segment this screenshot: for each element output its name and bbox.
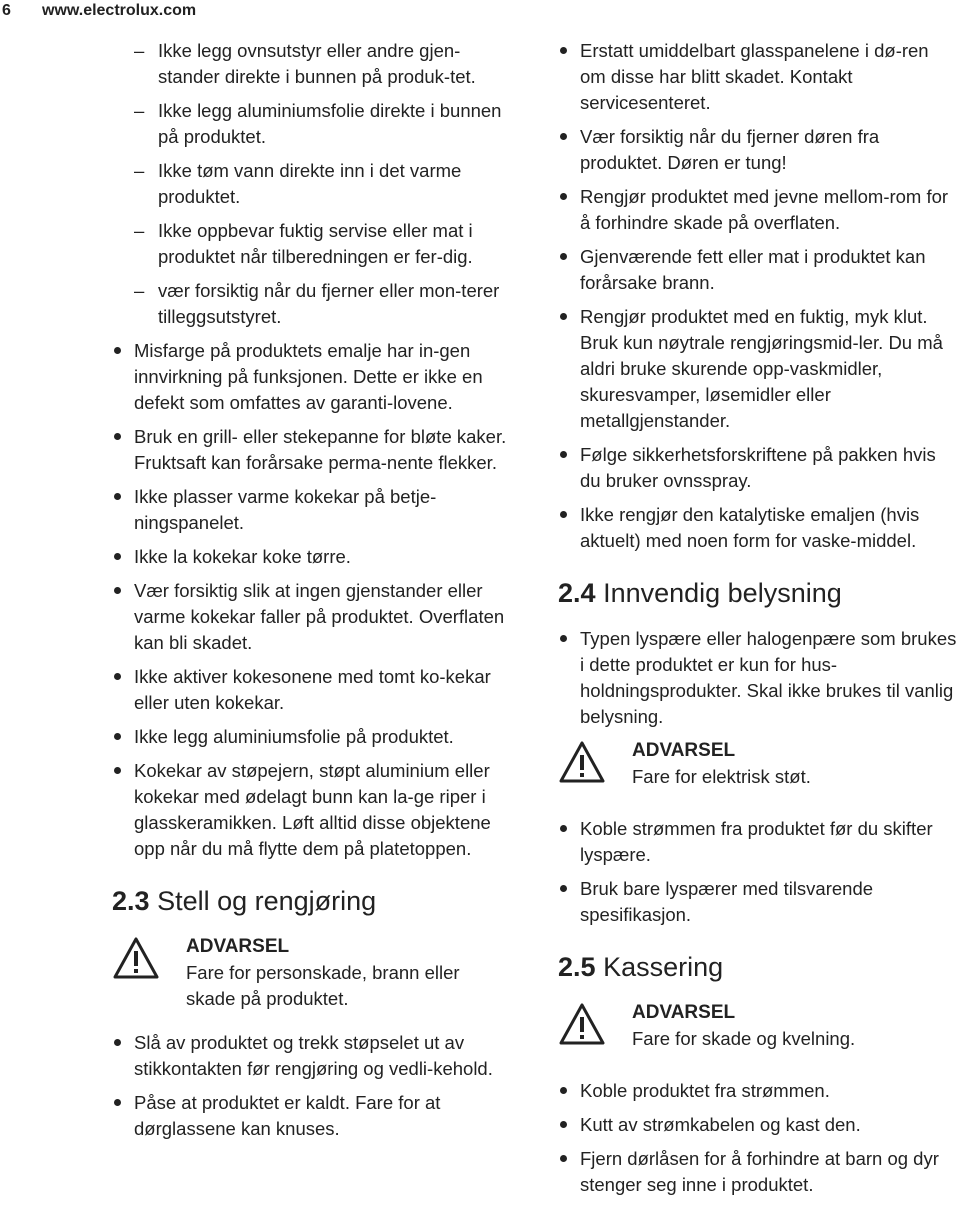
- list-item: Slå av produktet og trekk støpselet ut av stikkontakten før rengjøring og vedli-kehold.: [112, 1030, 512, 1082]
- warning-box: [558, 738, 958, 798]
- list-item: Kutt av strømkabelen og kast den.: [558, 1112, 958, 1138]
- list-item: – Ikke oppbevar fuktig servise eller mat i produktet når tilberedningen er fer-dig.: [112, 218, 512, 270]
- page-header: [0, 0, 960, 24]
- list-item: – Ikke tøm vann direkte inn i det varme produktet.: [112, 158, 512, 210]
- section-number: 2.5: [558, 952, 596, 982]
- list-item: Ikke la kokekar koke tørre.: [112, 544, 512, 570]
- warning-text: Fare for skade og kvelning.: [632, 1028, 856, 1049]
- list-item: Bruk bare lyspærer med tilsvarende spesifikasjon.: [558, 876, 958, 928]
- list-item: Erstatt umiddelbart glasspanelene i dø-ren om disse har blitt skadet. Kontakt servicesenteret.: [558, 38, 958, 116]
- list-item: Følge sikkerhetsforskriftene på pakken hvis du bruker ovnsspray.: [558, 442, 958, 494]
- warning-box: [558, 1000, 958, 1060]
- list-item: Fjern dørlåsen for å forhindre at barn og dyr stenger seg inne i produktet.: [558, 1146, 958, 1198]
- list-item: Typen lyspære eller halogenpære som brukes i dette produktet er kun for hus-holdningsprodukter. Skal ikke brukes til vanlig belysning.: [558, 626, 958, 730]
- warning-triangle-icon: [558, 1002, 606, 1046]
- bullet-list: [558, 816, 958, 928]
- list-item: Påse at produktet er kaldt. Fare for at dørglassene kan knuses.: [112, 1090, 512, 1142]
- section-heading-2-5: [558, 950, 958, 984]
- section-title: Kassering: [603, 952, 724, 982]
- warning-title: ADVARSEL: [632, 740, 736, 761]
- warning-text: Fare for personskade, brann eller skade på produktet.: [186, 962, 460, 1009]
- section-title: Stell og rengjøring: [157, 886, 377, 916]
- warning-box: [112, 934, 512, 1012]
- section-number: 2.4: [558, 578, 596, 608]
- list-item: – Ikke legg ovnsutstyr eller andre gjen-stander direkte i bunnen på produk-tet.: [112, 38, 512, 90]
- bullet-list: [558, 1078, 958, 1198]
- bullet-list: [558, 626, 958, 730]
- dash-list: [112, 38, 512, 330]
- warning-text: Fare for elektrisk støt.: [632, 766, 811, 787]
- list-item: Koble produktet fra strømmen.: [558, 1078, 958, 1104]
- list-item: Bruk en grill- eller stekepanne for bløte kaker. Fruktsaft kan forårsake perma-nente flekker.: [112, 424, 512, 476]
- list-item: Ikke aktiver kokesonene med tomt ko-kekar eller uten kokekar.: [112, 664, 512, 716]
- site-url: www.electrolux.com: [42, 2, 197, 19]
- list-item: Vær forsiktig når du fjerner døren fra produktet. Døren er tung!: [558, 124, 958, 176]
- list-item: Vær forsiktig slik at ingen gjenstander eller varme kokekar faller på produktet. Overflaten kan bli skadet.: [112, 578, 512, 656]
- list-item: Kokekar av støpejern, støpt aluminium eller kokekar med ødelagt bunn kan la-ge riper i glasskeramikken. Løft alltid disse objektene opp når du må flytte dem på platetoppen.: [112, 758, 512, 862]
- section-number: 2.3: [112, 886, 150, 916]
- warning-triangle-icon: [112, 936, 160, 980]
- list-item: Ikke rengjør den katalytiske emaljen (hvis aktuelt) med noen form for vaske-middel.: [558, 502, 958, 554]
- list-item: Ikke plasser varme kokekar på betje-ningspanelet.: [112, 484, 512, 536]
- bullet-list: [558, 38, 958, 554]
- list-item: Gjenværende fett eller mat i produktet kan forårsake brann.: [558, 244, 958, 296]
- list-item: Misfarge på produktets emalje har in-gen innvirkning på funksjonen. Dette er ikke en defekt som omfattes av garanti-lovene.: [112, 338, 512, 416]
- bullet-list: [112, 338, 512, 862]
- warning-title: ADVARSEL: [186, 936, 290, 957]
- list-item: Rengjør produktet med en fuktig, myk klut. Bruk kun nøytrale rengjøringsmid-ler. Du må aldri bruke skurende opp-vaskmidler, skuresvamper, løsemidler eller metallgjenstander.: [558, 304, 958, 434]
- section-heading-2-4: [558, 576, 958, 610]
- section-heading-2-3: [112, 884, 512, 918]
- list-item: – Ikke legg aluminiumsfolie direkte i bunnen på produktet.: [112, 98, 512, 150]
- bullet-list: [112, 1030, 512, 1142]
- list-item: Rengjør produktet med jevne mellom-rom for å forhindre skade på overflaten.: [558, 184, 958, 236]
- right-column: [558, 38, 958, 1206]
- list-item: Ikke legg aluminiumsfolie på produktet.: [112, 724, 512, 750]
- left-column: [112, 38, 512, 1150]
- page-number: 6: [2, 2, 11, 19]
- section-title: Innvendig belysning: [603, 578, 842, 608]
- warning-triangle-icon: [558, 740, 606, 784]
- warning-title: ADVARSEL: [632, 1002, 736, 1023]
- list-item: – vær forsiktig når du fjerner eller mon-terer tilleggsutstyret.: [112, 278, 512, 330]
- list-item: Koble strømmen fra produktet før du skifter lyspære.: [558, 816, 958, 868]
